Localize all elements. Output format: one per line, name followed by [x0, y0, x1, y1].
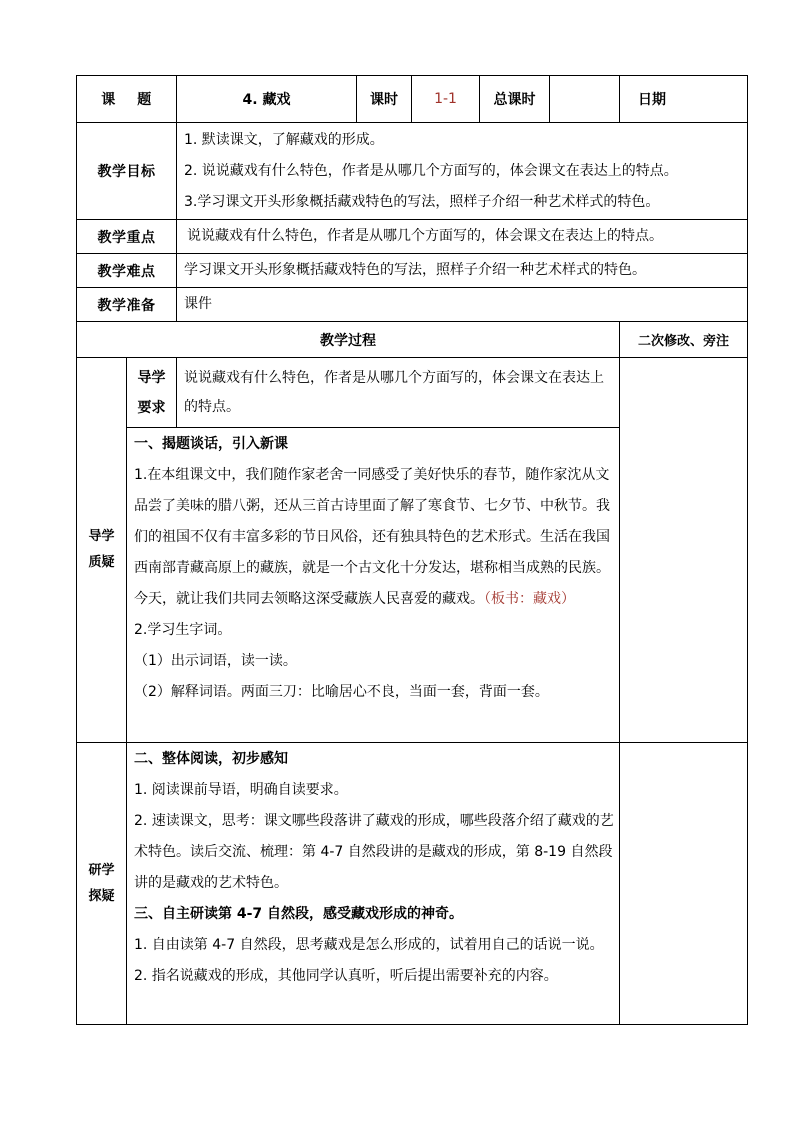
- paragraph: （1）出示词语，读一读。: [134, 653, 297, 669]
- key-point-label: 教学重点: [77, 220, 177, 254]
- notes-title: 二次修改、旁注: [620, 322, 748, 358]
- date-label: 日期: [620, 76, 748, 123]
- section-title: 一、揭题谈话，引入新课: [134, 436, 288, 452]
- paragraph: （2）解释词语。两面三刀：比喻居心不良，当面一套，背面一套。: [134, 684, 549, 700]
- research-side-line: 探疑: [88, 888, 115, 904]
- goal-item: 3.学习课文开头形象概括藏戏特色的写法，照样子介绍一种艺术样式的特色。: [184, 193, 660, 210]
- paragraph-text: 1.在本组课文中，我们随作家老舍一同感受了美好快乐的春节，随作家沈从文品尝了美味的腊八粥，还从三首古诗里面了解了寒食节、七夕节、中秋节。我们的祖国不仅有丰富多彩的节日风俗，还有独具特色的艺术形式。生活在我国西南部青藏高原上的藏族，就是一个古文化十分发达，堪称相当成熟的民族。今天，就让我们共同去领略这深受藏族人民喜爱的藏戏。: [134, 467, 610, 607]
- process-header-row: [77, 322, 748, 358]
- research-side-line: 研学: [88, 862, 115, 878]
- section-title: 三、自主研读第 4-7 自然段，感受藏戏形成的神奇。: [134, 906, 464, 922]
- key-point-row: [77, 220, 748, 254]
- requirement-label-line: 要求: [137, 399, 166, 416]
- research-notes-cell: [620, 743, 748, 1025]
- difficulty-label: 教学难点: [77, 254, 177, 288]
- preparation-value: 课件: [177, 288, 748, 322]
- period-label: 课时: [357, 76, 412, 123]
- guide-side-line: 质疑: [88, 555, 115, 570]
- paragraph: 1. 阅读课前导语，明确自读要求。: [134, 782, 348, 798]
- research-side-label: [77, 743, 127, 1025]
- goals-row: [77, 123, 748, 220]
- topic-label: 课 题: [77, 76, 177, 123]
- guide-content: [127, 428, 620, 743]
- key-point-value: 说说藏戏有什么特色，作者是从哪几个方面写的，体会课文在表达上的特点。: [177, 220, 748, 254]
- paragraph: 2.学习生字词。: [134, 622, 232, 638]
- research-row: [77, 743, 748, 1025]
- guide-side-label: [77, 358, 127, 743]
- process-title: 教学过程: [77, 322, 620, 358]
- paragraph: 2. 速读课文，思考：课文哪些段落讲了藏戏的形成，哪些段落介绍了藏戏的艺术特色。读后交流、梳理：第 4-7 自然段讲的是藏戏的形成，第 8-19 自然段讲的是藏戏的艺术特色。: [134, 813, 614, 891]
- goals-content: [177, 123, 748, 220]
- goals-label: 教学目标: [77, 123, 177, 220]
- total-periods-value: [550, 76, 620, 123]
- difficulty-row: [77, 254, 748, 288]
- topic-value: 4. 藏戏: [177, 76, 357, 123]
- goal-item: 1. 默读课文，了解藏戏的形成。: [184, 131, 384, 148]
- goal-item: 2. 说说藏戏有什么特色，作者是从哪几个方面写的，体会课文在表达上的特点。: [184, 162, 678, 179]
- period-value: 1-1: [412, 76, 480, 123]
- lesson-plan-table: [76, 75, 748, 1025]
- paragraph: 2. 指名说藏戏的形成，其他同学认真听，听后提出需要补充的内容。: [134, 968, 558, 984]
- research-content: [127, 743, 620, 1025]
- requirement-label: [127, 358, 177, 428]
- paragraph: [134, 460, 615, 615]
- board-note: （板书：藏戏）: [484, 591, 575, 607]
- guide-notes-cell: [620, 358, 748, 743]
- guide-requirement-row: [77, 358, 748, 428]
- lesson-plan-sheet: [76, 75, 737, 1025]
- header-row: [77, 76, 748, 123]
- paragraph: 1. 自由读第 4-7 自然段，思考藏戏是怎么形成的，试着用自己的话说一说。: [134, 937, 604, 953]
- requirement-label-line: 导学: [137, 369, 166, 386]
- preparation-row: [77, 288, 748, 322]
- guide-side-line: 导学: [88, 529, 115, 544]
- requirement-text: 说说藏戏有什么特色，作者是从哪几个方面写的，体会课文在表达上的特点。: [177, 358, 620, 428]
- total-periods-label: 总课时: [480, 76, 550, 123]
- section-title: 二、整体阅读，初步感知: [134, 751, 288, 767]
- difficulty-value: 学习课文开头形象概括藏戏特色的写法，照样子介绍一种艺术样式的特色。: [177, 254, 748, 288]
- preparation-label: 教学准备: [77, 288, 177, 322]
